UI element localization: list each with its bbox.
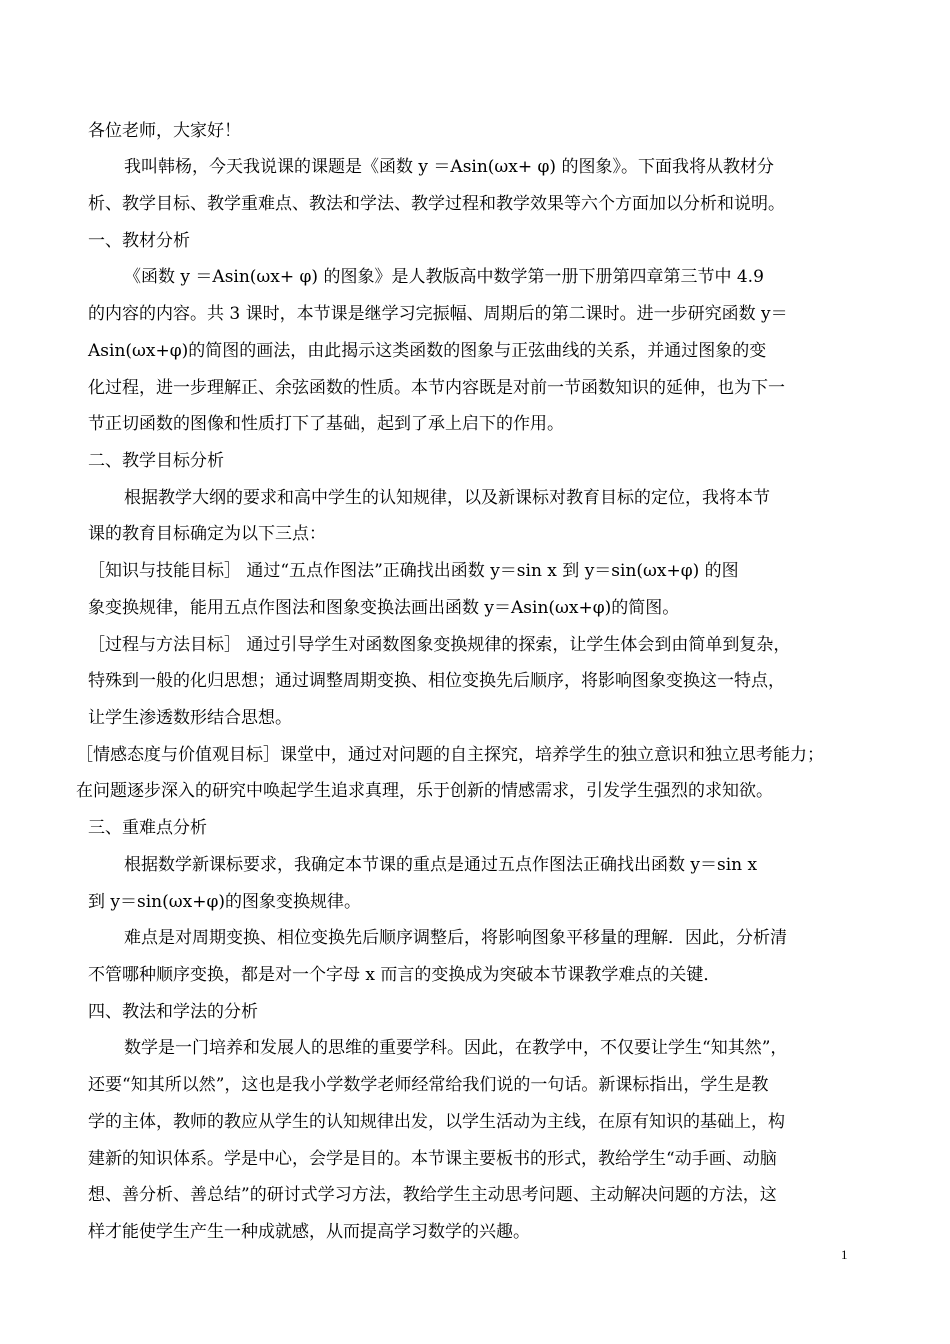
goal-line: 在问题逐步深入的研究中唤起学生追求真理，乐于创新的情感需求，引发学生强烈的求知欲。 [76,781,773,801]
paragraph-line: 学的主体，教师的教应从学生的认知规律出发，以学生活动为主线，在原有知识的基础上，构 [88,1112,785,1132]
paragraph-line: Asin(ωx+φ)的简图的画法，由此揭示这类函数的图象与正弦曲线的关系，并通过图象的变 [88,341,767,361]
section-heading: 一、教材分析 [88,231,190,251]
section-heading: 四、教法和学法的分析 [88,1002,258,1022]
paragraph-line: 难点是对周期变换、相位变换先后顺序调整后，将影响图象平移量的理解．因此，分析清 [124,928,787,948]
paragraph-line: 数学是一门培养和发展人的思维的重要学科。因此，在教学中，不仅要让学生“知其然”， [124,1038,788,1058]
paragraph-line: 样才能使学生产生一种成就感，从而提高学习数学的兴趣。 [88,1222,530,1242]
paragraph-line: 想、善分析、善总结”的研讨式学习方法，教给学生主动思考问题、主动解决问题的方法，这 [88,1185,777,1205]
paragraph-line: 我叫韩杨，今天我说课的课题是《函数 y ＝Asin(ωx+ φ) 的图象》。下面我将从教材分 [124,157,774,177]
paragraph-line: 不管哪种顺序变换，都是对一个字母 x 而言的变换成为突破本节课教学难点的关键． [88,965,721,985]
paragraph-line: 《函数 y ＝Asin(ωx+ φ) 的图象》是人教版高中数学第一册下册第四章第三节中 4.9 [124,267,764,287]
section-heading: 三、重难点分析 [88,818,207,838]
greeting-line: 各位老师，大家好！ [88,121,241,141]
paragraph-line: 根据数学新课标要求，我确定本节课的重点是通过五点作图法正确找出函数 y＝sin x [124,855,758,875]
paragraph-line: 节正切函数的图像和性质打下了基础，起到了承上启下的作用。 [88,414,564,434]
paragraph-line: 到 y＝sin(ωx+φ)的图象变换规律。 [88,892,361,912]
paragraph-line: 根据教学大纲的要求和高中学生的认知规律，以及新课标对教育目标的定位，我将本节 [124,488,770,508]
goal-line: ［过程与方法目标］ 通过引导学生对函数图象变换规律的探索，让学生体会到由简单到复杂， [88,635,791,655]
paragraph-line: 还要“知其所以然”，这也是我小学数学老师经常给我们说的一句话。新课标指出，学生是教 [88,1075,769,1095]
goal-line: 让学生渗透数形结合思想。 [88,708,292,728]
section-heading: 二、教学目标分析 [88,451,224,471]
goal-line: 象变换规律，能用五点作图法和图象变换法画出函数 y＝Asin(ωx+φ)的简图。 [88,598,680,618]
paragraph-line: 课的教育目标确定为以下三点： [88,524,326,544]
goal-line: ［知识与技能目标］ 通过“五点作图法”正确找出函数 y＝sin x 到 y＝sin(ωx+φ) 的图 [88,561,739,581]
goal-line: 特殊到一般的化归思想；通过调整周期变换、相位变换先后顺序，将影响图象变换这一特点， [88,671,785,691]
paragraph-line: 化过程，进一步理解正、余弦函数的性质。本节内容既是对前一节函数知识的延伸，也为下一 [88,378,785,398]
paragraph-line: 建新的知识体系。学是中心，会学是目的。本节课主要板书的形式，教给学生“动手画、动脑 [88,1149,777,1169]
page-number: 1 [841,1247,848,1262]
paragraph-line: 析、教学目标、教学重难点、教法和学法、教学过程和教学效果等六个方面加以分析和说明。 [88,194,785,214]
goal-line: ［情感态度与价值观目标］课堂中，通过对问题的自主探究，培养学生的独立意识和独立思考能力； [76,745,824,765]
paragraph-line: 的内容的内容。共 3 课时，本节课是继学习完振幅、周期后的第二课时。进一步研究函数 y＝ [88,304,788,324]
